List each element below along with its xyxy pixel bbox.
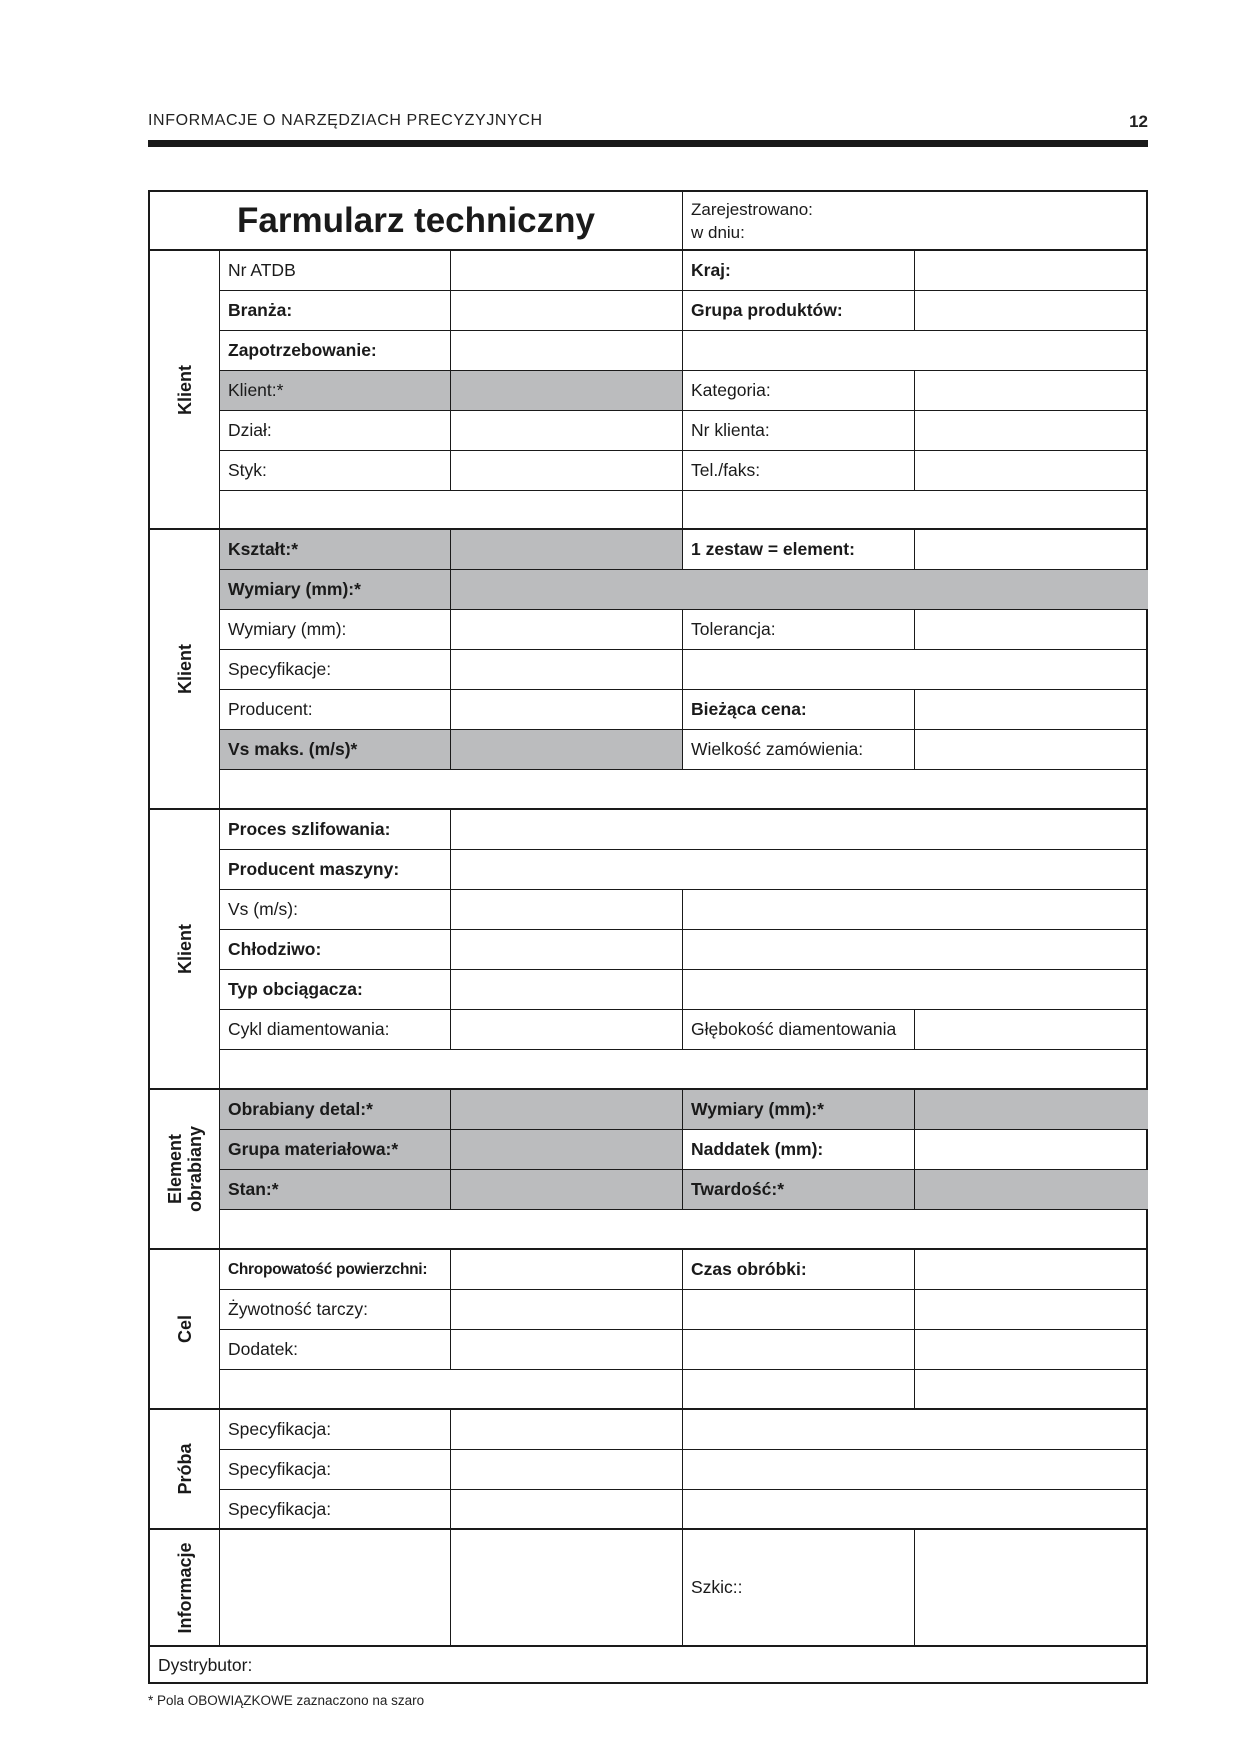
input-chropowatosc[interactable] — [451, 1250, 683, 1290]
input-typ-obciagacza[interactable] — [451, 970, 683, 1010]
label-twardosc: Twardość:* — [683, 1170, 915, 1210]
input-cykl-diamentowania[interactable] — [451, 1010, 683, 1050]
label-dystrybutor: Dystrybutor: — [158, 1655, 253, 1675]
label-nr-atdb: Nr ATDB — [220, 251, 451, 291]
label-stan: Stan:* — [220, 1170, 451, 1210]
input-wymiary-required[interactable] — [451, 570, 1148, 610]
running-header-title: INFORMACJE O NARZĘDZIACH PRECYZYJNYCH — [148, 112, 543, 129]
label-grupa-produktow: Grupa produktów: — [683, 291, 915, 331]
section-label-klient-3 — [150, 810, 220, 1090]
info-field-1[interactable] — [220, 1530, 451, 1647]
input-zestaw[interactable] — [915, 530, 1148, 570]
label-wymiary-required: Wymiary (mm):* — [220, 570, 451, 610]
label-grupa-materialowa: Grupa materiałowa:* — [220, 1130, 451, 1170]
empty-cell[interactable] — [915, 1330, 1148, 1370]
input-chlodziwo[interactable] — [451, 930, 683, 970]
empty-cell[interactable] — [683, 890, 1148, 930]
label-tel-faks: Tel./faks: — [683, 451, 915, 491]
label-chlodziwo: Chłodziwo: — [220, 930, 451, 970]
input-wymiary-detalu[interactable] — [915, 1090, 1148, 1130]
input-dzial[interactable] — [451, 411, 683, 451]
section-7-title: Informacje — [174, 1541, 195, 1634]
input-dodatek[interactable] — [451, 1330, 683, 1370]
empty-cell[interactable] — [220, 1210, 1148, 1250]
empty-cell[interactable] — [683, 331, 1148, 371]
empty-cell[interactable] — [683, 970, 1148, 1010]
section-4-title-line2: obrabiany — [184, 1125, 205, 1213]
input-nr-klienta[interactable] — [915, 411, 1148, 451]
input-zywotnosc-tarczy[interactable] — [451, 1290, 683, 1330]
section-5-title: Cel — [174, 1314, 195, 1344]
label-vs: Vs (m/s): — [220, 890, 451, 930]
empty-cell[interactable] — [915, 1370, 1148, 1410]
input-wymiary[interactable] — [451, 610, 683, 650]
section-3-title: Klient — [174, 923, 195, 975]
empty-cell[interactable] — [683, 650, 1148, 690]
sketch-field[interactable] — [915, 1530, 1148, 1647]
section-4-title-line1: Element — [164, 1133, 185, 1205]
registered-date-field[interactable] — [683, 192, 1148, 251]
label-ksztalt: Kształt:* — [220, 530, 451, 570]
input-vs-maks[interactable] — [451, 730, 683, 770]
input-twardosc[interactable] — [915, 1170, 1148, 1210]
header-rule — [148, 140, 1148, 147]
input-nr-atdb[interactable] — [451, 251, 683, 291]
input-tolerancja[interactable] — [915, 610, 1148, 650]
label-obrabiany-detal: Obrabiany detal:* — [220, 1090, 451, 1130]
input-vs[interactable] — [451, 890, 683, 930]
empty-cell[interactable] — [683, 1490, 1148, 1530]
input-specyfikacja-3[interactable] — [451, 1490, 683, 1530]
registered-date-label: w dniu: — [691, 223, 745, 242]
label-dzial: Dział: — [220, 411, 451, 451]
input-specyfikacja-1[interactable] — [451, 1410, 683, 1450]
label-kraj: Kraj: — [683, 251, 915, 291]
input-grupa-produktow[interactable] — [915, 291, 1148, 331]
section-2-title: Klient — [174, 643, 195, 695]
required-fields-footnote: * Pola OBOWIĄZKOWE zaznaczono na szaro — [148, 1693, 425, 1708]
label-nr-klienta: Nr klienta: — [683, 411, 915, 451]
label-zapotrzebowanie: Zapotrzebowanie: — [220, 331, 451, 371]
input-wielkosc-zamowienia[interactable] — [915, 730, 1148, 770]
label-glebokosc-diamentowania: Głębokość diamentowania — [683, 1010, 915, 1050]
section-1-title: Klient — [174, 364, 195, 415]
label-cykl-diamentowania: Cykl diamentowania: — [220, 1010, 451, 1050]
label-zestaw: 1 zestaw = element: — [683, 530, 915, 570]
technical-form — [148, 190, 1148, 1684]
info-field-2[interactable] — [451, 1530, 683, 1647]
section-6-title: Próba — [174, 1443, 195, 1495]
dystrybutor-field[interactable] — [150, 1647, 1148, 1684]
label-specyfikacje: Specyfikacje: — [220, 650, 451, 690]
empty-cell[interactable] — [683, 930, 1148, 970]
label-vs-maks: Vs maks. (m/s)* — [220, 730, 451, 770]
label-klient: Klient:* — [220, 371, 451, 411]
empty-cell[interactable] — [683, 1370, 915, 1410]
label-styk: Styk: — [220, 451, 451, 491]
section-label-klient-1 — [150, 251, 220, 530]
section-label-klient-2 — [150, 530, 220, 810]
label-naddatek: Naddatek (mm): — [683, 1130, 915, 1170]
empty-cell[interactable] — [683, 1330, 915, 1370]
empty-cell[interactable] — [220, 1370, 683, 1410]
empty-cell[interactable] — [220, 491, 683, 530]
label-dodatek: Dodatek: — [220, 1330, 451, 1370]
label-producent: Producent: — [220, 690, 451, 730]
section-label-informacje — [150, 1530, 220, 1647]
input-branza[interactable] — [451, 291, 683, 331]
input-biezaca-cena[interactable] — [915, 690, 1148, 730]
label-producent-maszyny: Producent maszyny: — [220, 850, 451, 890]
empty-cell[interactable] — [683, 1450, 1148, 1490]
empty-cell[interactable] — [220, 1050, 1148, 1090]
label-specyfikacja-3: Specyfikacja: — [220, 1490, 451, 1530]
empty-cell[interactable] — [683, 1410, 1148, 1450]
input-tel-faks[interactable] — [915, 451, 1148, 491]
label-kategoria: Kategoria: — [683, 371, 915, 411]
empty-cell[interactable] — [220, 770, 1148, 810]
label-zywotnosc-tarczy: Żywotność tarczy: — [220, 1290, 451, 1330]
input-kraj[interactable] — [915, 251, 1148, 291]
input-obrabiany-detal[interactable] — [451, 1090, 683, 1130]
input-naddatek[interactable] — [915, 1130, 1148, 1170]
input-grupa-materialowa[interactable] — [451, 1130, 683, 1170]
label-typ-obciagacza: Typ obciągacza: — [220, 970, 451, 1010]
label-wymiary-detalu: Wymiary (mm):* — [683, 1090, 915, 1130]
empty-cell[interactable] — [683, 1290, 915, 1330]
input-specyfikacja-2[interactable] — [451, 1450, 683, 1490]
input-czas-obrobki[interactable] — [915, 1250, 1148, 1290]
label-chropowatosc: Chropowatość powierzchni: — [220, 1250, 451, 1290]
form-title-cell — [150, 192, 683, 251]
label-wymiary: Wymiary (mm): — [220, 610, 451, 650]
input-kategoria[interactable] — [915, 371, 1148, 411]
label-wielkosc-zamowienia: Wielkość zamówienia: — [683, 730, 915, 770]
label-czas-obrobki: Czas obróbki: — [683, 1250, 915, 1290]
page-number: 12 — [1129, 112, 1148, 131]
input-ksztalt[interactable] — [451, 530, 683, 570]
section-4-title — [165, 1126, 205, 1212]
form-title: Farmularz techniczny — [237, 200, 595, 240]
section-label-proba — [150, 1410, 220, 1530]
label-branza: Branża: — [220, 291, 451, 331]
input-producent[interactable] — [451, 690, 683, 730]
label-specyfikacja-1: Specyfikacja: — [220, 1410, 451, 1450]
label-specyfikacja-2: Specyfikacja: — [220, 1450, 451, 1490]
section-label-cel — [150, 1250, 220, 1410]
empty-cell[interactable] — [683, 491, 1148, 530]
section-label-element-obrabiany — [150, 1090, 220, 1250]
label-biezaca-cena: Bieżąca cena: — [683, 690, 915, 730]
input-producent-maszyny[interactable] — [451, 850, 1148, 890]
input-proces-szlifowania[interactable] — [451, 810, 1148, 850]
input-zapotrzebowanie[interactable] — [451, 331, 683, 371]
empty-cell[interactable] — [915, 1290, 1148, 1330]
registered-label: Zarejestrowano: — [691, 200, 813, 219]
input-glebokosc-diamentowania[interactable] — [915, 1010, 1148, 1050]
label-szkic: Szkic:: — [683, 1530, 915, 1647]
input-specyfikacje[interactable] — [451, 650, 683, 690]
label-proces-szlifowania: Proces szlifowania: — [220, 810, 451, 850]
input-klient[interactable] — [451, 371, 683, 411]
input-stan[interactable] — [451, 1170, 683, 1210]
label-tolerancja: Tolerancja: — [683, 610, 915, 650]
input-styk[interactable] — [451, 451, 683, 491]
